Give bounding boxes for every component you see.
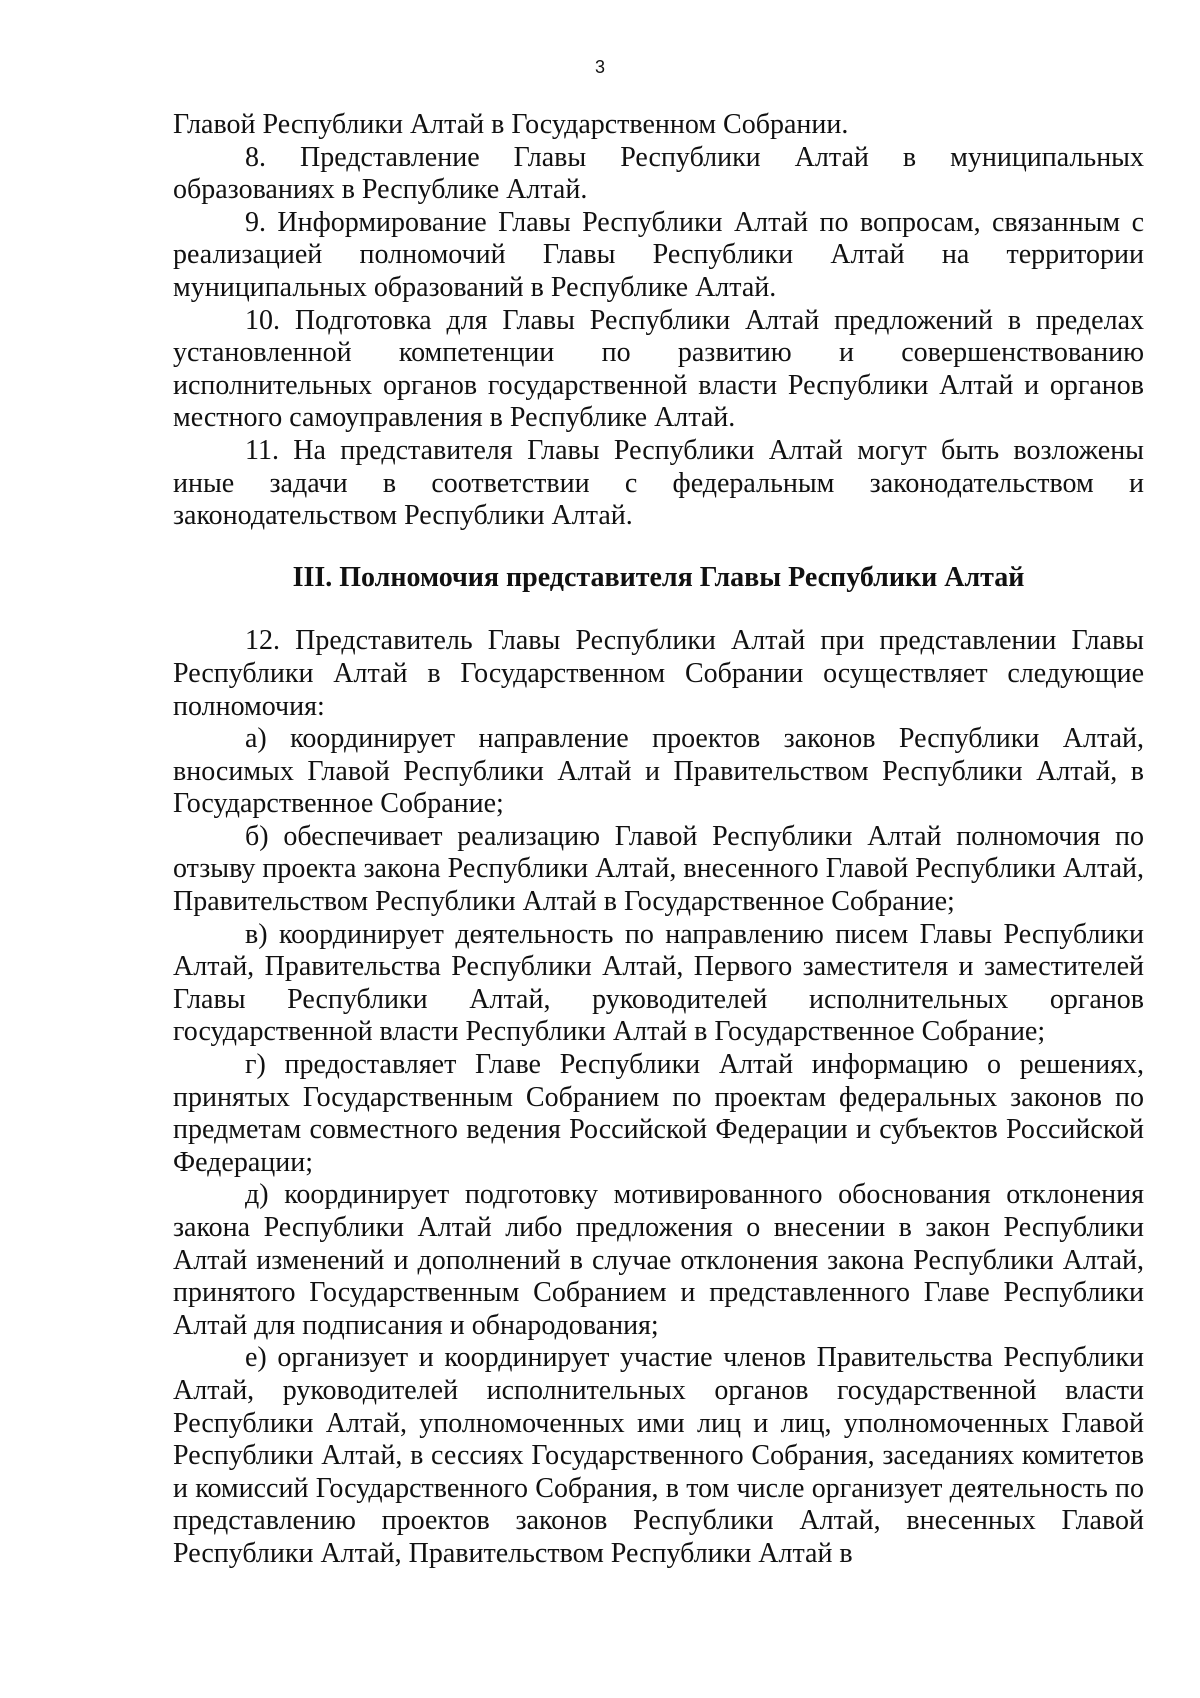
paragraph-12: 12. Представитель Главы Республики Алтай при представлении Главы Республики Алтай в Государственном Собрании осуществляет следующие полномочия: [173, 625, 1144, 722]
paragraph-8: 8. Представление Главы Республики Алтай в муниципальных образованиях в Республике Алтай. [173, 141, 1144, 206]
paragraphs-top [173, 109, 1144, 533]
paragraph-continuation: Главой Республики Алтай в Государственном Собрании. [173, 109, 849, 140]
subparagraph-v: в) координирует деятельность по направлению писем Главы Республики Алтай, Правительства Республики Алтай, Первого заместителя и заместителей Главы Республики Алтай, руководителей исполнительных органов государственной власти Республики Алтай в Государственное Собрание; [173, 918, 1144, 1048]
subparagraph-d: д) координирует подготовку мотивированного обоснования отклонения закона Республики Алтай либо предложения о внесении в закон Республики Алтай изменений и дополнений в случае отклонения закона Республики Алтай, принятого Государственным Собранием и представленного Главе Республики Алтай для подписания и обнародования; [173, 1179, 1144, 1341]
section-heading: III. Полномочия представителя Главы Республики Алтай [292, 561, 1025, 593]
paragraphs-bottom [173, 625, 1144, 1570]
paragraph-9: 9. Информирование Главы Республики Алтай по вопросам, связанным с реализацией полномочий Главы Республики Алтай на территории муниципальных образований в Республике Алтай. [173, 206, 1144, 303]
subparagraph-b: б) обеспечивает реализацию Главой Республики Алтай полномочия по отзыву проекта закона Республики Алтай, внесенного Главой Республики Алтай, Правительством Республики Алтай в Государственное Собрание; [173, 820, 1144, 918]
paragraph-11: 11. На представителя Главы Республики Алтай могут быть возложены иные задачи в соответствии с федеральным законодательством и законодательством Республики Алтай. [173, 434, 1144, 532]
subparagraph-g: г) предоставляет Главе Республики Алтай информацию о решениях, принятых Государственным Собранием по проектам федеральных законов по предметам совместного ведения Российской Федерации и субъектов Российской Федерации; [173, 1049, 1144, 1178]
paragraph-10: 10. Подготовка для Главы Республики Алтай предложений в пределах установленной компетенции по развитию и совершенствованию исполнительных органов государственной власти Республики Алтай и органов местного самоуправления в Республике Алтай. [173, 304, 1144, 434]
subparagraph-a: а) координирует направление проектов законов Республики Алтай, вносимых Главой Республики Алтай и Правительством Республики Алтай, в Государственное Собрание; [173, 723, 1144, 820]
subparagraph-e: е) организует и координирует участие членов Правительства Республики Алтай, руководителей исполнительных органов государственной власти Республики Алтай, уполномоченных ими лиц и лиц, уполномоченных Главой Республики Алтай, в сессиях Государственного Собрания, заседаниях комитетов и комиссий Государственного Собрания, в том числе организует деятельность по представлению проектов законов Республики Алтай, внесенных Главой Республики Алтай, Правительством Республики Алтай в [173, 1342, 1144, 1569]
document-body [173, 109, 1144, 1571]
page-number: 3 [594, 57, 605, 77]
